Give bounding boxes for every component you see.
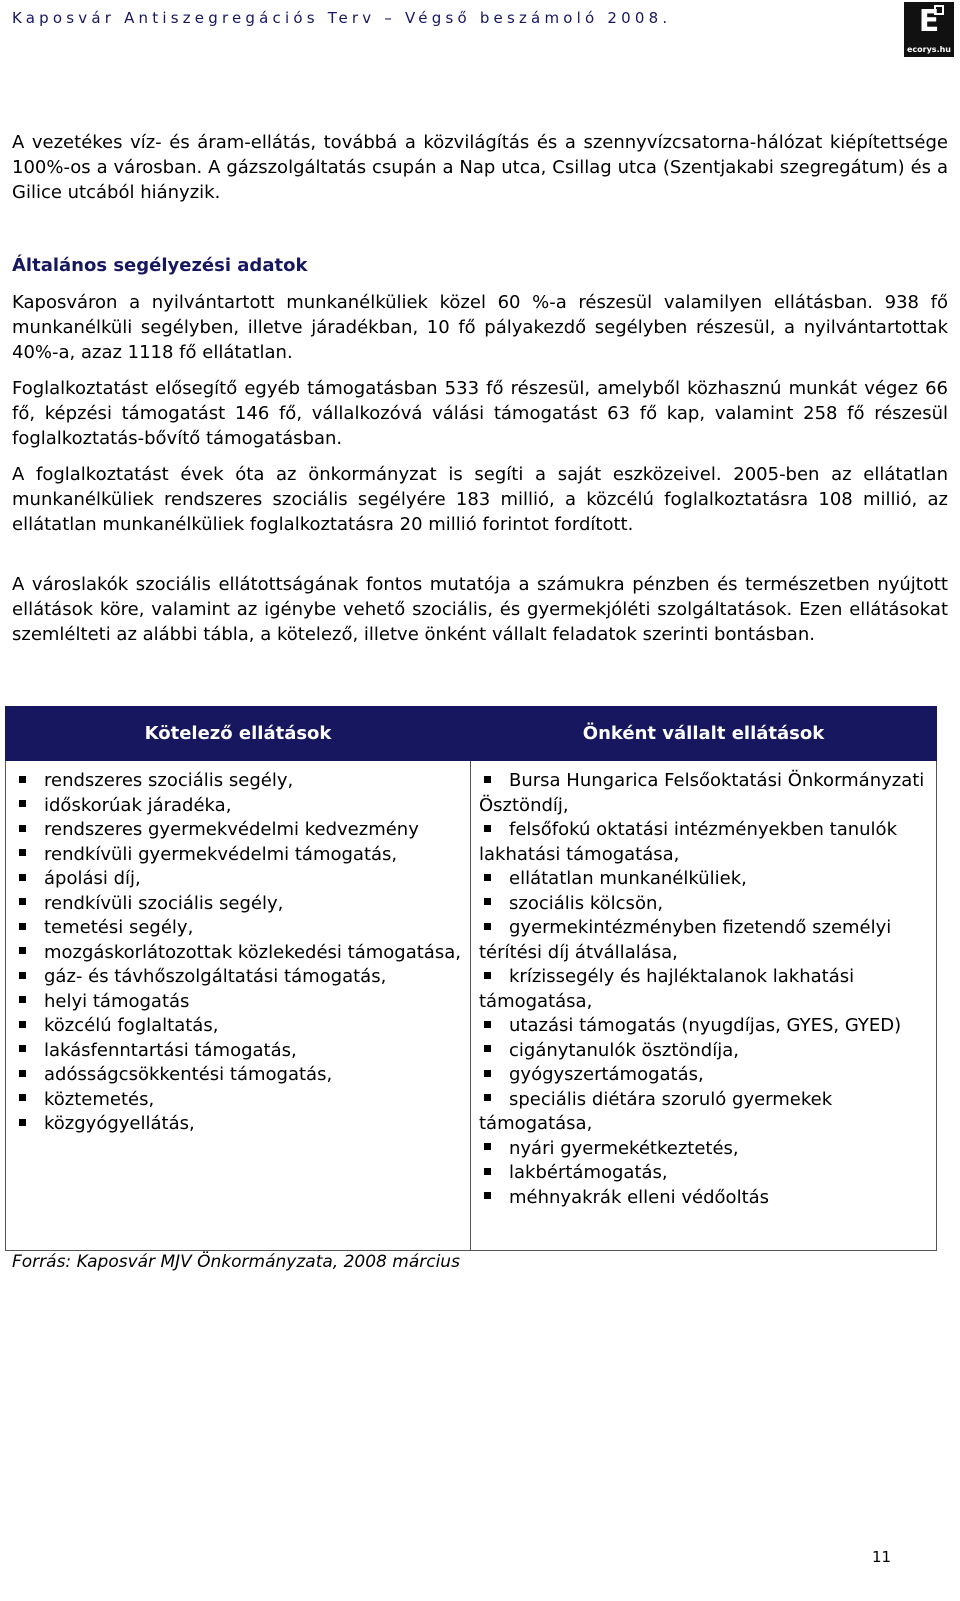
list-item	[14, 1014, 462, 1039]
list-item-text: ellátatlan munkanélküliek,	[509, 868, 747, 889]
paragraph-municipal-funding: A foglalkoztatást évek óta az önkormányzat is segíti a saját eszközeivel. 2005-ben az ellátatlan munkanélküliek rendszeres szociális segélyére 183 millió, a közcélú foglalkoztatásra 108 millió, az ellátatlan munkanélküliek foglalkoztatásra 20 millió forintot fordított.	[12, 464, 948, 535]
square-bullet-icon	[19, 825, 26, 832]
list-item	[479, 1088, 928, 1137]
list-item	[14, 794, 462, 819]
square-bullet-icon	[484, 923, 491, 930]
list-item-text: ápolási díj,	[44, 868, 141, 889]
square-bullet-icon	[19, 923, 26, 930]
list-item	[14, 843, 462, 868]
square-bullet-icon	[484, 825, 491, 832]
intro-paragraph: A vezetékes víz- és áram-ellátás, továbbá a közvilágítás és a szennyvízcsatorna-hálózat kiépítettsége 100%-os a városban. A gázszolgáltatás csupán a Nap utca, Csillag utca (Szentjakabi szegregátum) és a Gilice utcából hiányzik.	[12, 132, 948, 203]
paragraph-4-block	[12, 572, 948, 647]
list-item-text: gyógyszertámogatás,	[509, 1064, 704, 1085]
list-item-text: nyári gyermekétkeztetés,	[509, 1137, 739, 1159]
page-number: 11	[872, 1548, 892, 1566]
list-item	[479, 965, 928, 1014]
list-item-text: szociális kölcsön,	[509, 892, 664, 914]
list-item	[479, 769, 928, 818]
list-item	[14, 818, 462, 843]
list-item	[14, 867, 462, 892]
square-bullet-icon	[484, 1045, 491, 1052]
list-item-text: gáz- és távhőszolgáltatási támogatás,	[44, 966, 387, 987]
list-item	[479, 1186, 928, 1211]
square-bullet-icon	[19, 996, 26, 1003]
list-item	[479, 1063, 928, 1088]
square-bullet-icon	[19, 849, 26, 856]
list-item	[14, 965, 462, 990]
list-item	[14, 990, 462, 1015]
list-item	[14, 769, 462, 794]
square-bullet-icon	[19, 947, 26, 954]
square-bullet-icon	[19, 1070, 26, 1077]
square-bullet-icon	[19, 1021, 26, 1028]
square-bullet-icon	[19, 1045, 26, 1052]
square-bullet-icon	[484, 1168, 491, 1175]
square-bullet-icon	[484, 1070, 491, 1077]
paragraph-3-block	[12, 462, 948, 537]
square-bullet-icon	[484, 1143, 491, 1150]
list-item-text: speciális diétára szoruló gyermekek támogatása,	[479, 1088, 833, 1134]
list-item	[14, 892, 462, 917]
logo-mark: E	[918, 4, 940, 39]
voluntary-list	[479, 769, 928, 1210]
square-bullet-icon	[19, 874, 26, 881]
list-item-text: méhnyakrák elleni védőoltás	[509, 1186, 770, 1208]
square-bullet-icon	[484, 1192, 491, 1199]
square-bullet-icon	[19, 898, 26, 905]
list-item	[14, 916, 462, 941]
intro-block	[12, 130, 948, 205]
list-item-text: temetési segély,	[44, 917, 194, 938]
list-item-text: Bursa Hungarica Felsőoktatási Önkormányzati Ösztöndíj,	[479, 770, 925, 816]
logo-domain: ecorys.hu	[906, 45, 951, 54]
section-heading-block	[12, 253, 948, 278]
square-bullet-icon	[19, 776, 26, 783]
list-item	[14, 1063, 462, 1088]
list-item-text: mozgáskorlátozottak közlekedési támogatása,	[44, 941, 461, 963]
table-source: Forrás: Kaposvár MJV Önkormányzata, 2008 március	[12, 1252, 460, 1272]
square-bullet-icon	[484, 1021, 491, 1028]
square-bullet-icon	[19, 1119, 26, 1126]
list-item-text: felsőfokú oktatási intézményekben tanulók lakhatási támogatása,	[479, 819, 897, 865]
table-header-row	[6, 707, 937, 761]
square-bullet-icon	[484, 874, 491, 881]
list-item-text: lakásfenntartási támogatás,	[44, 1039, 297, 1061]
square-bullet-icon	[484, 1094, 491, 1101]
list-item-text: rendszeres gyermekvédelmi kedvezmény	[44, 819, 419, 840]
logo-square-icon	[934, 5, 944, 15]
list-item-text: cigánytanulók ösztöndíja,	[509, 1039, 739, 1061]
list-item-text: helyi támogatás	[44, 990, 190, 1012]
list-item-text: lakbértámogatás,	[509, 1162, 668, 1183]
section-heading: Általános segélyezési adatok	[12, 255, 308, 276]
square-bullet-icon	[484, 776, 491, 783]
list-item-text: időskorúak járadéka,	[44, 794, 232, 816]
list-item	[14, 941, 462, 966]
mandatory-list	[14, 769, 462, 1137]
list-item-text: köztemetés,	[44, 1088, 155, 1110]
square-bullet-icon	[484, 972, 491, 979]
paragraph-social-services: A városlakók szociális ellátottságának fontos mutatója a számukra pénzben és természetben nyújtott ellátások köre, valamint az igénybe vehető szociális, és gyermekjóléti szolgáltatások. Ezen ellátásokat szemlélteti az alábbi tábla, a kötelező, illetve önként vállalt feladatok szerinti bontásban.	[12, 574, 948, 645]
list-item-text: közgyógyellátás,	[44, 1113, 195, 1134]
list-item-text: krízissegély és hajléktalanok lakhatási támogatása,	[479, 966, 855, 1012]
header-mandatory: Kötelező ellátások	[6, 707, 471, 761]
paragraph-employment-support: Foglalkoztatást elősegítő egyéb támogatásban 533 fő részesül, amelyből közhasznú munkát végez 66 fő, képzési támogatást 146 fő, vállalkozóvá válási támogatást 63 fő kap, valamint 258 fő részesül foglalkoztatás-bővítő támogatásban.	[12, 378, 948, 449]
paragraph-2-block	[12, 376, 948, 451]
list-item	[479, 867, 928, 892]
list-item-text: gyermekintézményben fizetendő személyi térítési díj átvállalása,	[479, 917, 892, 963]
list-item-text: rendszeres szociális segély,	[44, 770, 294, 791]
paragraph-1-block	[12, 290, 948, 365]
list-item-text: rendkívüli szociális segély,	[44, 892, 284, 914]
list-item-text: rendkívüli gyermekvédelmi támogatás,	[44, 843, 398, 865]
list-item	[479, 1014, 928, 1039]
ecorys-logo	[904, 2, 954, 57]
list-item	[14, 1088, 462, 1113]
header-voluntary: Önként vállalt ellátások	[471, 707, 937, 761]
mandatory-cell	[6, 761, 471, 1251]
list-item	[479, 892, 928, 917]
list-item	[14, 1112, 462, 1137]
benefits-table	[5, 706, 937, 1251]
list-item	[479, 916, 928, 965]
square-bullet-icon	[19, 800, 26, 807]
paragraph-unemployment: Kaposváron a nyilvántartott munkanélküliek közel 60 %-a részesül valamilyen ellátásban. 938 fő munkanélküli segélyben, illetve járadékban, 10 fő pályakezdő segélyben részesül, a nyilvántartottak 40%-a, azaz 1118 fő ellátatlan.	[12, 292, 948, 363]
square-bullet-icon	[19, 1094, 26, 1101]
list-item-text: közcélú foglaltatás,	[44, 1015, 219, 1036]
running-header: Kaposvár Antiszegregációs Terv – Végső beszámoló 2008.	[12, 9, 672, 27]
table-body-row	[6, 761, 937, 1251]
list-item	[479, 818, 928, 867]
list-item	[479, 1039, 928, 1064]
list-item	[479, 1161, 928, 1186]
voluntary-cell	[471, 761, 937, 1251]
square-bullet-icon	[19, 972, 26, 979]
list-item-text: adósságcsökkentési támogatás,	[44, 1064, 333, 1085]
list-item	[479, 1137, 928, 1162]
list-item-text: utazási támogatás (nyugdíjas, GYES, GYED)	[509, 1015, 902, 1036]
square-bullet-icon	[484, 898, 491, 905]
list-item	[14, 1039, 462, 1064]
